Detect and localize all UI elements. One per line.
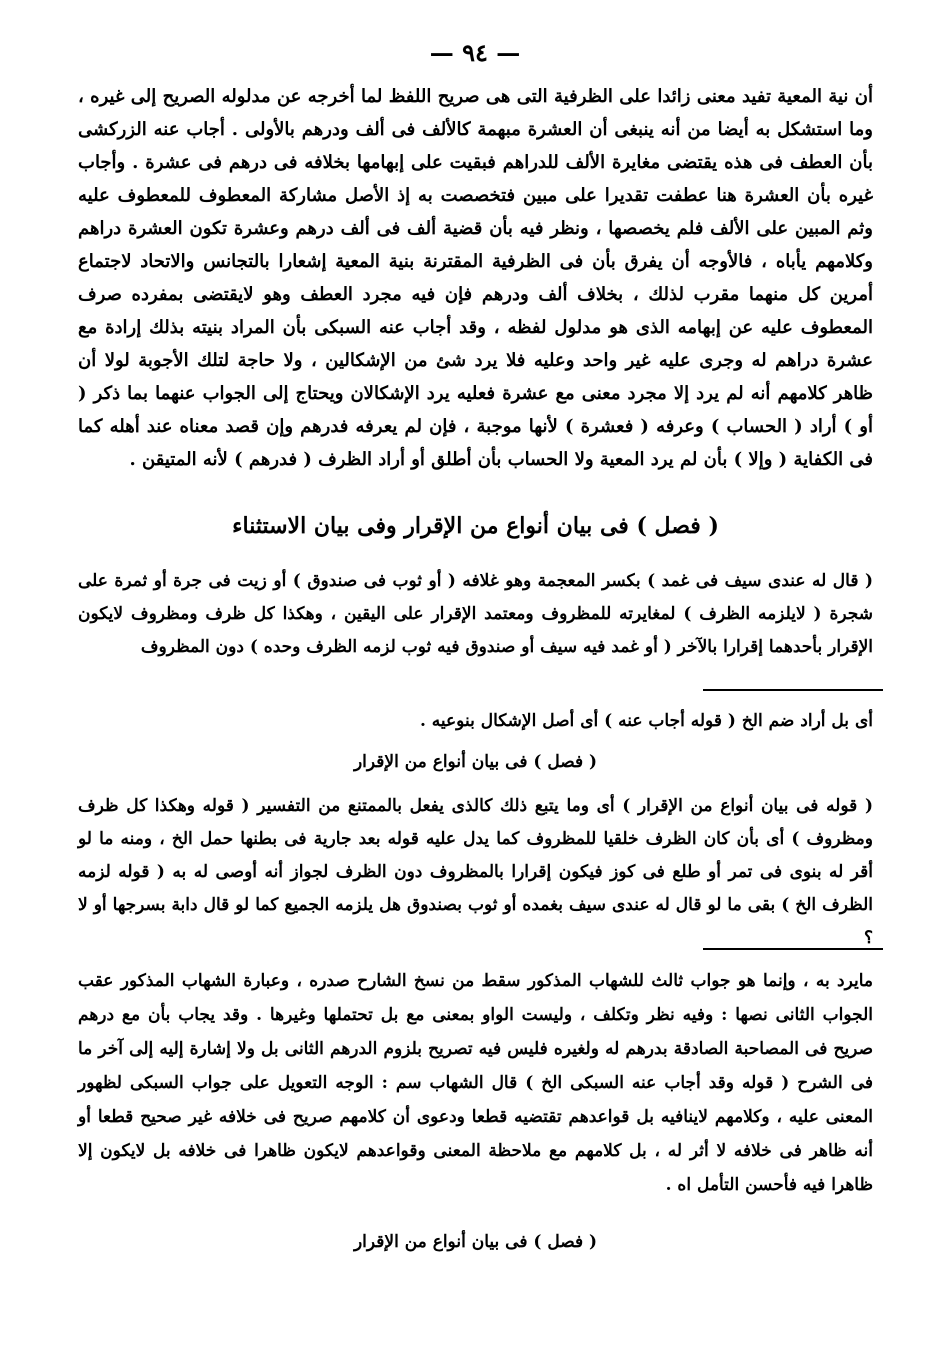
- footnote-1-paragraph: ( قوله فى بيان أنواع من الإقرار ) أى وما يتبع ذلك كالذى يفعل بالممتنع من التفسير ( قوله وهكذا كل ظرف ومظروف ) أى بأن كان الظرف خلقيا للمظروف كما يدل عليه قوله بعد جارية فى بطنها حمل الخ ، ومنه ما لو أقر له بنوى فى تمر أو طلع فى كوز فيكون إقرارا بالمظروف دون الظرف لجواز أنه أوصى له به ( قوله لزمه الظرف الخ ) بقى ما لو قال له عندى سيف بغمده أو ثوب بصندوق هل يلزمه الجميع كما لو قال دابة بسرجها أو لا ؟: [78, 796, 873, 948]
- footnote-2-heading: ( فصل ) فى بيان أنواع من الإقرار: [353, 1232, 598, 1252]
- section-paragraph: ( قال له عندى سيف فى غمد ) بكسر المعجمة وهو غلافه ( أو ثوب فى صندوق ) أو زيت فى جرة أو ثمرة على شجرة ( لايلزمه الظرف ) لمغايرته للمظروف ومعتمد الإقرار على اليقين ، وهكذا كل ظرف ومظروف لايكون الإقرار بأحدهما إقرارا بالآخر ( أو غمد فيه سيف أو صندوق فيه ثوب لزمه الظرف وحده ) دون المظروف: [78, 571, 873, 657]
- footnote-1-heading: ( فصل ) فى بيان أنواع من الإقرار: [353, 752, 598, 772]
- main-text-paragraph: أن نية المعية تفيد معنى زائدا على الظرفية التى هى صريح اللفظ لما أخرجه عن مدلوله الصريح إلى غيره ، وما استشكل به أيضا من أنه ينبغى أن العشرة مبهمة كالألف فى ألف ودرهم بالأولى . أجاب عنه الزركشى بأن العطف فى هذه يقتضى مغايرة الألف للدراهم فبقيت على إبهامها بخلافه فى درهم فى عشرة . وأجاب غيره بأن العشرة هنا عطفت تقديرا على مبين فتخصصت به إذ الأصل مشاركة المعطوف للمعطوف عليه وثم المبين على الألف فلم يخصصها ، ونظر فيه بأن قضية ألف فى ألف درهم وعشرة تكون العشرة دراهم وكلامهم يأباه ، فالأوجه أن يفرق بأن فى الظرفية المقترنة بنية المعية إشعارا بالتجانس والاتحاد لاجتماع أمرين كل منهما مقرب لذلك ، بخلاف ألف ودرهم فإن فيه مجرد العطف وهو لايقتضى بمفرده صرف المعطوف عليه عن إبهامه الذى هو مدلول لفظه ، وقد أجاب عنه السبكى بأن المراد بنيته بذلك إرادة مع عشرة دراهم له وجرى عليه غير واحد وعليه فلا يرد شئ من الإشكالين ، ولا حاجة لتلك الأجوبة لولا أن ظاهر كلامهم أنه لم يرد إلا مجرد معنى مع عشرة فعليه يرد الإشكالان ويحتاج إلى الجواب عنهما بما ذكر ( أو ) أراد ( الحساب ) وعرفه ( فعشرة ) لأنها موجبة ، فإن لم يعرفه فدرهم وإن قصد معناه عند أهله كما فى الكفاية ( وإلا ) بأن لم يرد المعية ولا الحساب بأن أطلق أو أراد الظرف ( فدرهم ) لأنه المتيقن .: [78, 86, 873, 470]
- footnote-divider-1: [703, 689, 883, 691]
- page-number: — ٩٤ —: [429, 38, 521, 67]
- footnote-2-paragraph: مايرد به ، وإنما هو جواب ثالث للشهاب المذكور سقط من نسخ الشارح صدره ، وعبارة الشهاب المذكور عقب الجواب الثانى نصها : وفيه نظر وتكلف ، وليست الواو بمعنى مع بل تحتملها وغيرها . وقد يجاب بأن مع درهم صريح فى المصاحبة الصادقة بدرهم له ولغيره فليس فيه تصريح بلزوم الدرهم الثانى بل ولا إشارة إليه إلى آخر ما فى الشرح ( قوله وقد أجاب عنه السبكى الخ ) قال الشهاب سم : الوجه التعويل على جواب السبكى لظهور المعنى عليه ، وكلامهم لاينافيه بل قواعدهم تقتضيه قطعا ودعوى أن كلامهم صريح فى خلافه غير صحيح قطعا أو أنه ظاهر فى خلافه لا أثر له ، بل كلامهم مع ملاحظة المعنى وقواعدهم لايكون ظاهرا فى خلافه بل لايكون إلا ظاهرا فيه فأحسن التأمل اه .: [78, 971, 873, 1195]
- footnote-divider-2: [703, 948, 883, 950]
- footnote-1-line: أى بل أراد ضم الخ ( قوله أجاب عنه ) أى أصل الإشكال بنوعيه .: [419, 711, 873, 731]
- section-title: ( فصل ) فى بيان أنواع من الإقرار وفى بيان الاستثناء: [232, 513, 719, 539]
